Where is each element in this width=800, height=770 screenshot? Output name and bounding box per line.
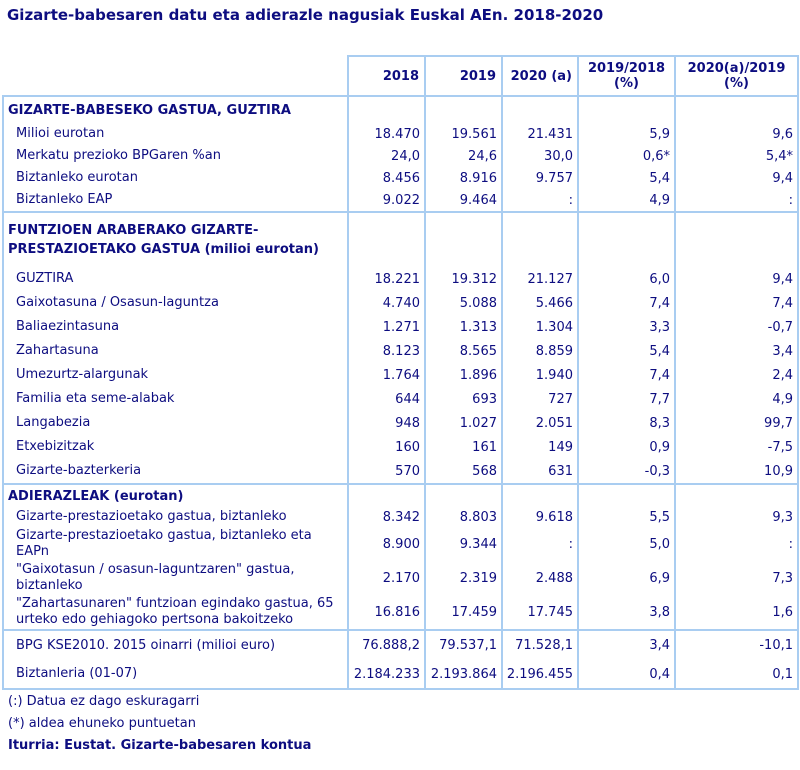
cell-value: 8.916 [424, 167, 501, 189]
cell-value: : [674, 527, 797, 561]
cell-value: 2.184.233 [347, 660, 424, 688]
cell-value: 1.271 [347, 315, 424, 339]
row-label: Biztanleko eurotan [16, 170, 138, 185]
table-header-row [347, 55, 799, 95]
section-header-row [4, 213, 797, 267]
cell-value: 8.565 [424, 339, 501, 363]
cell-value: 0,4 [577, 660, 674, 688]
cell-value: 5,0 [577, 527, 674, 561]
cell-value: 1,6 [674, 595, 797, 629]
cell-value: 30,0 [501, 145, 577, 167]
row-label: Gizarte-prestazioetako gastua, biztanleko eta EAPn [16, 528, 312, 559]
table-row [4, 561, 797, 595]
cell-value [674, 485, 797, 507]
cell-value: 631 [501, 459, 577, 483]
cell-value: 644 [347, 387, 424, 411]
cell-value: 1.940 [501, 363, 577, 387]
column-header: 2020 (a) [501, 55, 577, 95]
row-label: Gizarte-prestazioetako gastua, biztanleko [16, 509, 287, 524]
cell-value: 0,1 [674, 660, 797, 688]
table-row [4, 267, 797, 291]
cell-value: -0,7 [674, 315, 797, 339]
cell-value: 4.740 [347, 291, 424, 315]
section-header-label: FUNTZIOEN ARABERAKO GIZARTE-PRESTAZIOETAKO GASTUA (milioi eurotan) [8, 223, 319, 257]
column-header: 2019 [424, 55, 501, 95]
cell-value [424, 97, 501, 123]
cell-value: 9,6 [674, 123, 797, 145]
cell-value: 3,4 [577, 631, 674, 660]
cell-value: 99,7 [674, 411, 797, 435]
row-label: Milioi eurotan [16, 126, 105, 141]
cell-value [347, 213, 424, 267]
cell-value: 8.859 [501, 339, 577, 363]
cell-value: 9,4 [674, 167, 797, 189]
row-label: Merkatu prezioko BPGaren %an [16, 148, 221, 163]
cell-value: 5,9 [577, 123, 674, 145]
table-row [4, 339, 797, 363]
cell-value: 8.456 [347, 167, 424, 189]
cell-value: : [674, 189, 797, 211]
table-row [4, 123, 797, 145]
cell-value: 6,9 [577, 561, 674, 595]
cell-value [577, 97, 674, 123]
cell-value: 8.900 [347, 527, 424, 561]
cell-value: 71.528,1 [501, 631, 577, 660]
cell-value: : [501, 189, 577, 211]
cell-value: 7,3 [674, 561, 797, 595]
cell-value: 18.221 [347, 267, 424, 291]
table-row [4, 435, 797, 459]
cell-value: 3,3 [577, 315, 674, 339]
cell-value: 5,4 [577, 339, 674, 363]
cell-value: 149 [501, 435, 577, 459]
cell-value: 24,0 [347, 145, 424, 167]
column-header: 2020(a)/2019 (%) [674, 55, 799, 95]
footnote-not-available: (:) Datua ez dago eskuragarri [0, 690, 349, 712]
cell-value: -0,3 [577, 459, 674, 483]
cell-value: 5.466 [501, 291, 577, 315]
cell-value: 2.319 [424, 561, 501, 595]
cell-value [501, 485, 577, 507]
cell-value: 9,4 [674, 267, 797, 291]
cell-value [674, 97, 797, 123]
cell-value: 2.196.455 [501, 660, 577, 688]
table-row [4, 660, 797, 688]
cell-value: 948 [347, 411, 424, 435]
cell-value: 9,3 [674, 507, 797, 527]
source-line: Iturria: Eustat. Gizarte-babesaren kontua [8, 738, 312, 753]
table-row [4, 459, 797, 483]
cell-value: 5,4 [577, 167, 674, 189]
cell-value: 727 [501, 387, 577, 411]
cell-value: 0,9 [577, 435, 674, 459]
section-header-label: ADIERAZLEAK (eurotan) [8, 488, 184, 504]
cell-value: 24,6 [424, 145, 501, 167]
cell-value: 161 [424, 435, 501, 459]
table-row [4, 315, 797, 339]
cell-value: 9.618 [501, 507, 577, 527]
footnote-asterisk: (*) aldea ehuneko puntuetan [8, 716, 196, 731]
row-label: Gizarte-bazterkeria [16, 463, 142, 478]
table-body [2, 95, 799, 690]
cell-value [577, 485, 674, 507]
cell-value: 6,0 [577, 267, 674, 291]
page-title: Gizarte-babesaren datu eta adierazle nagusiak Euskal AEn. 2018-2020 [7, 6, 604, 24]
section [4, 211, 797, 483]
cell-value: 8.342 [347, 507, 424, 527]
section-header-row [4, 485, 797, 507]
cell-value: 8.803 [424, 507, 501, 527]
row-label: Gaixotasuna / Osasun-laguntza [16, 295, 219, 310]
column-header: 2018 [347, 55, 424, 95]
cell-value: 1.027 [424, 411, 501, 435]
column-header: 2019/2018 (%) [577, 55, 674, 95]
table-row [4, 387, 797, 411]
cell-value: 1.896 [424, 363, 501, 387]
row-label: Biztanleko EAP [16, 192, 113, 207]
cell-value: 7,4 [577, 291, 674, 315]
cell-value [577, 213, 674, 267]
table-row [4, 411, 797, 435]
row-label: "Zahartasunaren" funtzioan egindako gastua, 65 urteko edo gehiagoko pertsona bakoitzeko [16, 596, 334, 627]
section [4, 97, 797, 211]
cell-value: 1.313 [424, 315, 501, 339]
cell-value [674, 213, 797, 267]
section [4, 629, 797, 688]
section-header-label: GIZARTE-BABESEKO GASTUA, GUZTIRA [8, 102, 291, 118]
cell-value: 693 [424, 387, 501, 411]
table-row [4, 167, 797, 189]
section [4, 483, 797, 629]
table-row [4, 363, 797, 387]
row-label: Langabezia [16, 415, 91, 430]
cell-value: 7,4 [577, 363, 674, 387]
cell-value [424, 485, 501, 507]
cell-value: 5.088 [424, 291, 501, 315]
table-row [4, 145, 797, 167]
cell-value: 5,4* [674, 145, 797, 167]
table-row [4, 595, 797, 629]
table-row [4, 631, 797, 660]
table-row [4, 527, 797, 561]
cell-value: 7,4 [674, 291, 797, 315]
row-label: Baliaezintasuna [16, 319, 120, 334]
cell-value [347, 97, 424, 123]
section-header-row [4, 97, 797, 123]
row-label: GUZTIRA [16, 271, 74, 286]
row-label: Biztanleria (01-07) [16, 666, 138, 681]
cell-value: -10,1 [674, 631, 797, 660]
cell-value: 18.470 [347, 123, 424, 145]
cell-value: 21.431 [501, 123, 577, 145]
cell-value: 19.312 [424, 267, 501, 291]
cell-value: 3,8 [577, 595, 674, 629]
cell-value: 79.537,1 [424, 631, 501, 660]
cell-value: 16.816 [347, 595, 424, 629]
cell-value: 1.764 [347, 363, 424, 387]
cell-value: 5,5 [577, 507, 674, 527]
table-row [4, 507, 797, 527]
cell-value: 76.888,2 [347, 631, 424, 660]
cell-value: 2.488 [501, 561, 577, 595]
cell-value: 160 [347, 435, 424, 459]
data-table [2, 55, 799, 690]
cell-value: 2.051 [501, 411, 577, 435]
cell-value: 21.127 [501, 267, 577, 291]
cell-value: : [501, 527, 577, 561]
row-label: Umezurtz-alargunak [16, 367, 149, 382]
row-label: BPG KSE2010. 2015 oinarri (milioi euro) [16, 637, 276, 653]
cell-value [424, 213, 501, 267]
cell-value: 2,4 [674, 363, 797, 387]
cell-value: 17.459 [424, 595, 501, 629]
cell-value: 8.123 [347, 339, 424, 363]
cell-value [501, 97, 577, 123]
cell-value: 19.561 [424, 123, 501, 145]
cell-value: 4,9 [577, 189, 674, 211]
cell-value: 10,9 [674, 459, 797, 483]
cell-value: 7,7 [577, 387, 674, 411]
cell-value [501, 213, 577, 267]
cell-value: -7,5 [674, 435, 797, 459]
cell-value: 4,9 [674, 387, 797, 411]
cell-value: 0,6* [577, 145, 674, 167]
row-label: Zahartasuna [16, 343, 99, 358]
cell-value: 8,3 [577, 411, 674, 435]
cell-value: 2.170 [347, 561, 424, 595]
cell-value: 9.757 [501, 167, 577, 189]
cell-value: 2.193.864 [424, 660, 501, 688]
row-label: Etxebizitzak [16, 439, 95, 454]
cell-value: 1.304 [501, 315, 577, 339]
cell-value [347, 485, 424, 507]
row-label: "Gaixotasun / osasun-laguntzaren" gastua, biztanleko [16, 562, 295, 593]
row-label: Familia eta seme-alabak [16, 391, 175, 406]
cell-value: 9.344 [424, 527, 501, 561]
cell-value: 17.745 [501, 595, 577, 629]
table-row [4, 291, 797, 315]
cell-value: 9.022 [347, 189, 424, 211]
cell-value: 568 [424, 459, 501, 483]
table-row [4, 189, 797, 211]
cell-value: 3,4 [674, 339, 797, 363]
cell-value: 570 [347, 459, 424, 483]
cell-value: 9.464 [424, 189, 501, 211]
